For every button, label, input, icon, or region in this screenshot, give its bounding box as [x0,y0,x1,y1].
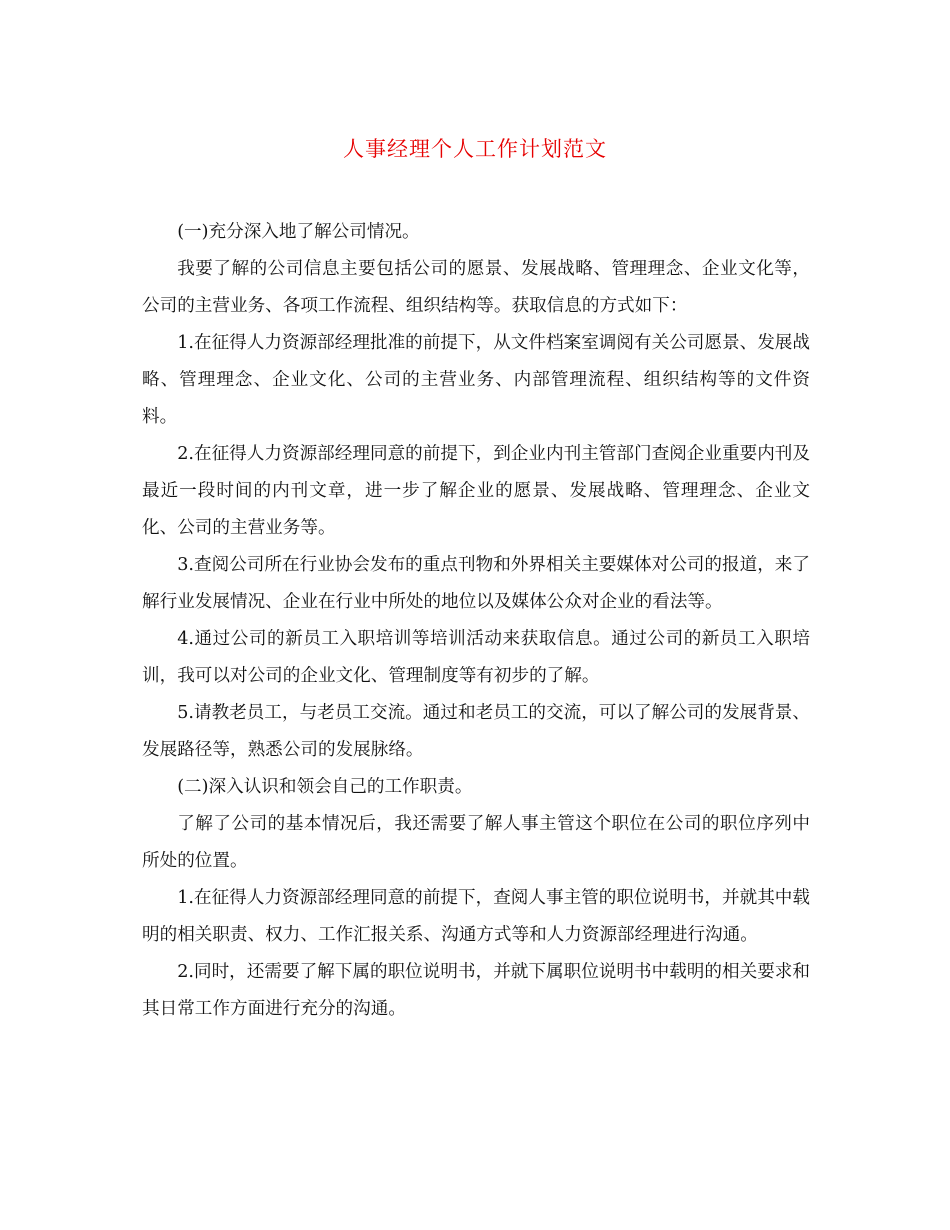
paragraph: 我要了解的公司信息主要包括公司的愿景、发展战略、管理理念、企业文化等，公司的主营业务、各项工作流程、组织结构等。获取信息的方式如下： [142,259,810,316]
paragraph: 4.通过公司的新员工入职培训等培训活动来获取信息。通过公司的新员工入职培训，我可以对公司的企业文化、管理制度等有初步的了解。 [142,629,810,686]
document-body [142,214,810,1028]
paragraph: 5.请教老员工，与老员工交流。通过和老员工的交流，可以了解公司的发展背景、发展路径等，熟悉公司的发展脉络。 [142,703,810,760]
paragraph: (一)充分深入地了解公司情况。 [177,222,420,242]
paragraph: (二)深入认识和领会自己的工作职责。 [177,777,473,797]
document-title: 人事经理个人工作计划范文 [343,137,607,161]
paragraph: 1.在征得人力资源部经理同意的前提下，查阅人事主管的职位说明书，并就其中载明的相关职责、权力、工作汇报关系、沟通方式等和人力资源部经理进行沟通。 [142,888,810,945]
paragraph: 2.同时，还需要了解下属的职位说明书，并就下属职位说明书中载明的相关要求和其日常工作方面进行充分的沟通。 [142,962,810,1019]
paragraph: 1.在征得人力资源部经理批准的前提下，从文件档案室调阅有关公司愿景、发展战略、管理理念、企业文化、公司的主营业务、内部管理流程、组织结构等的文件资料。 [142,333,810,427]
paragraph: 3.查阅公司所在行业协会发布的重点刊物和外界相关主要媒体对公司的报道，来了解行业发展情况、企业在行业中所处的地位以及媒体公众对企业的看法等。 [142,555,810,612]
paragraph: 了解了公司的基本情况后，我还需要了解人事主管这个职位在公司的职位序列中所处的位置。 [142,814,810,871]
paragraph: 2.在征得人力资源部经理同意的前提下，到企业内刊主管部门查阅企业重要内刊及最近一段时间的内刊文章，进一步了解企业的愿景、发展战略、管理理念、企业文化、公司的主营业务等。 [142,444,810,538]
